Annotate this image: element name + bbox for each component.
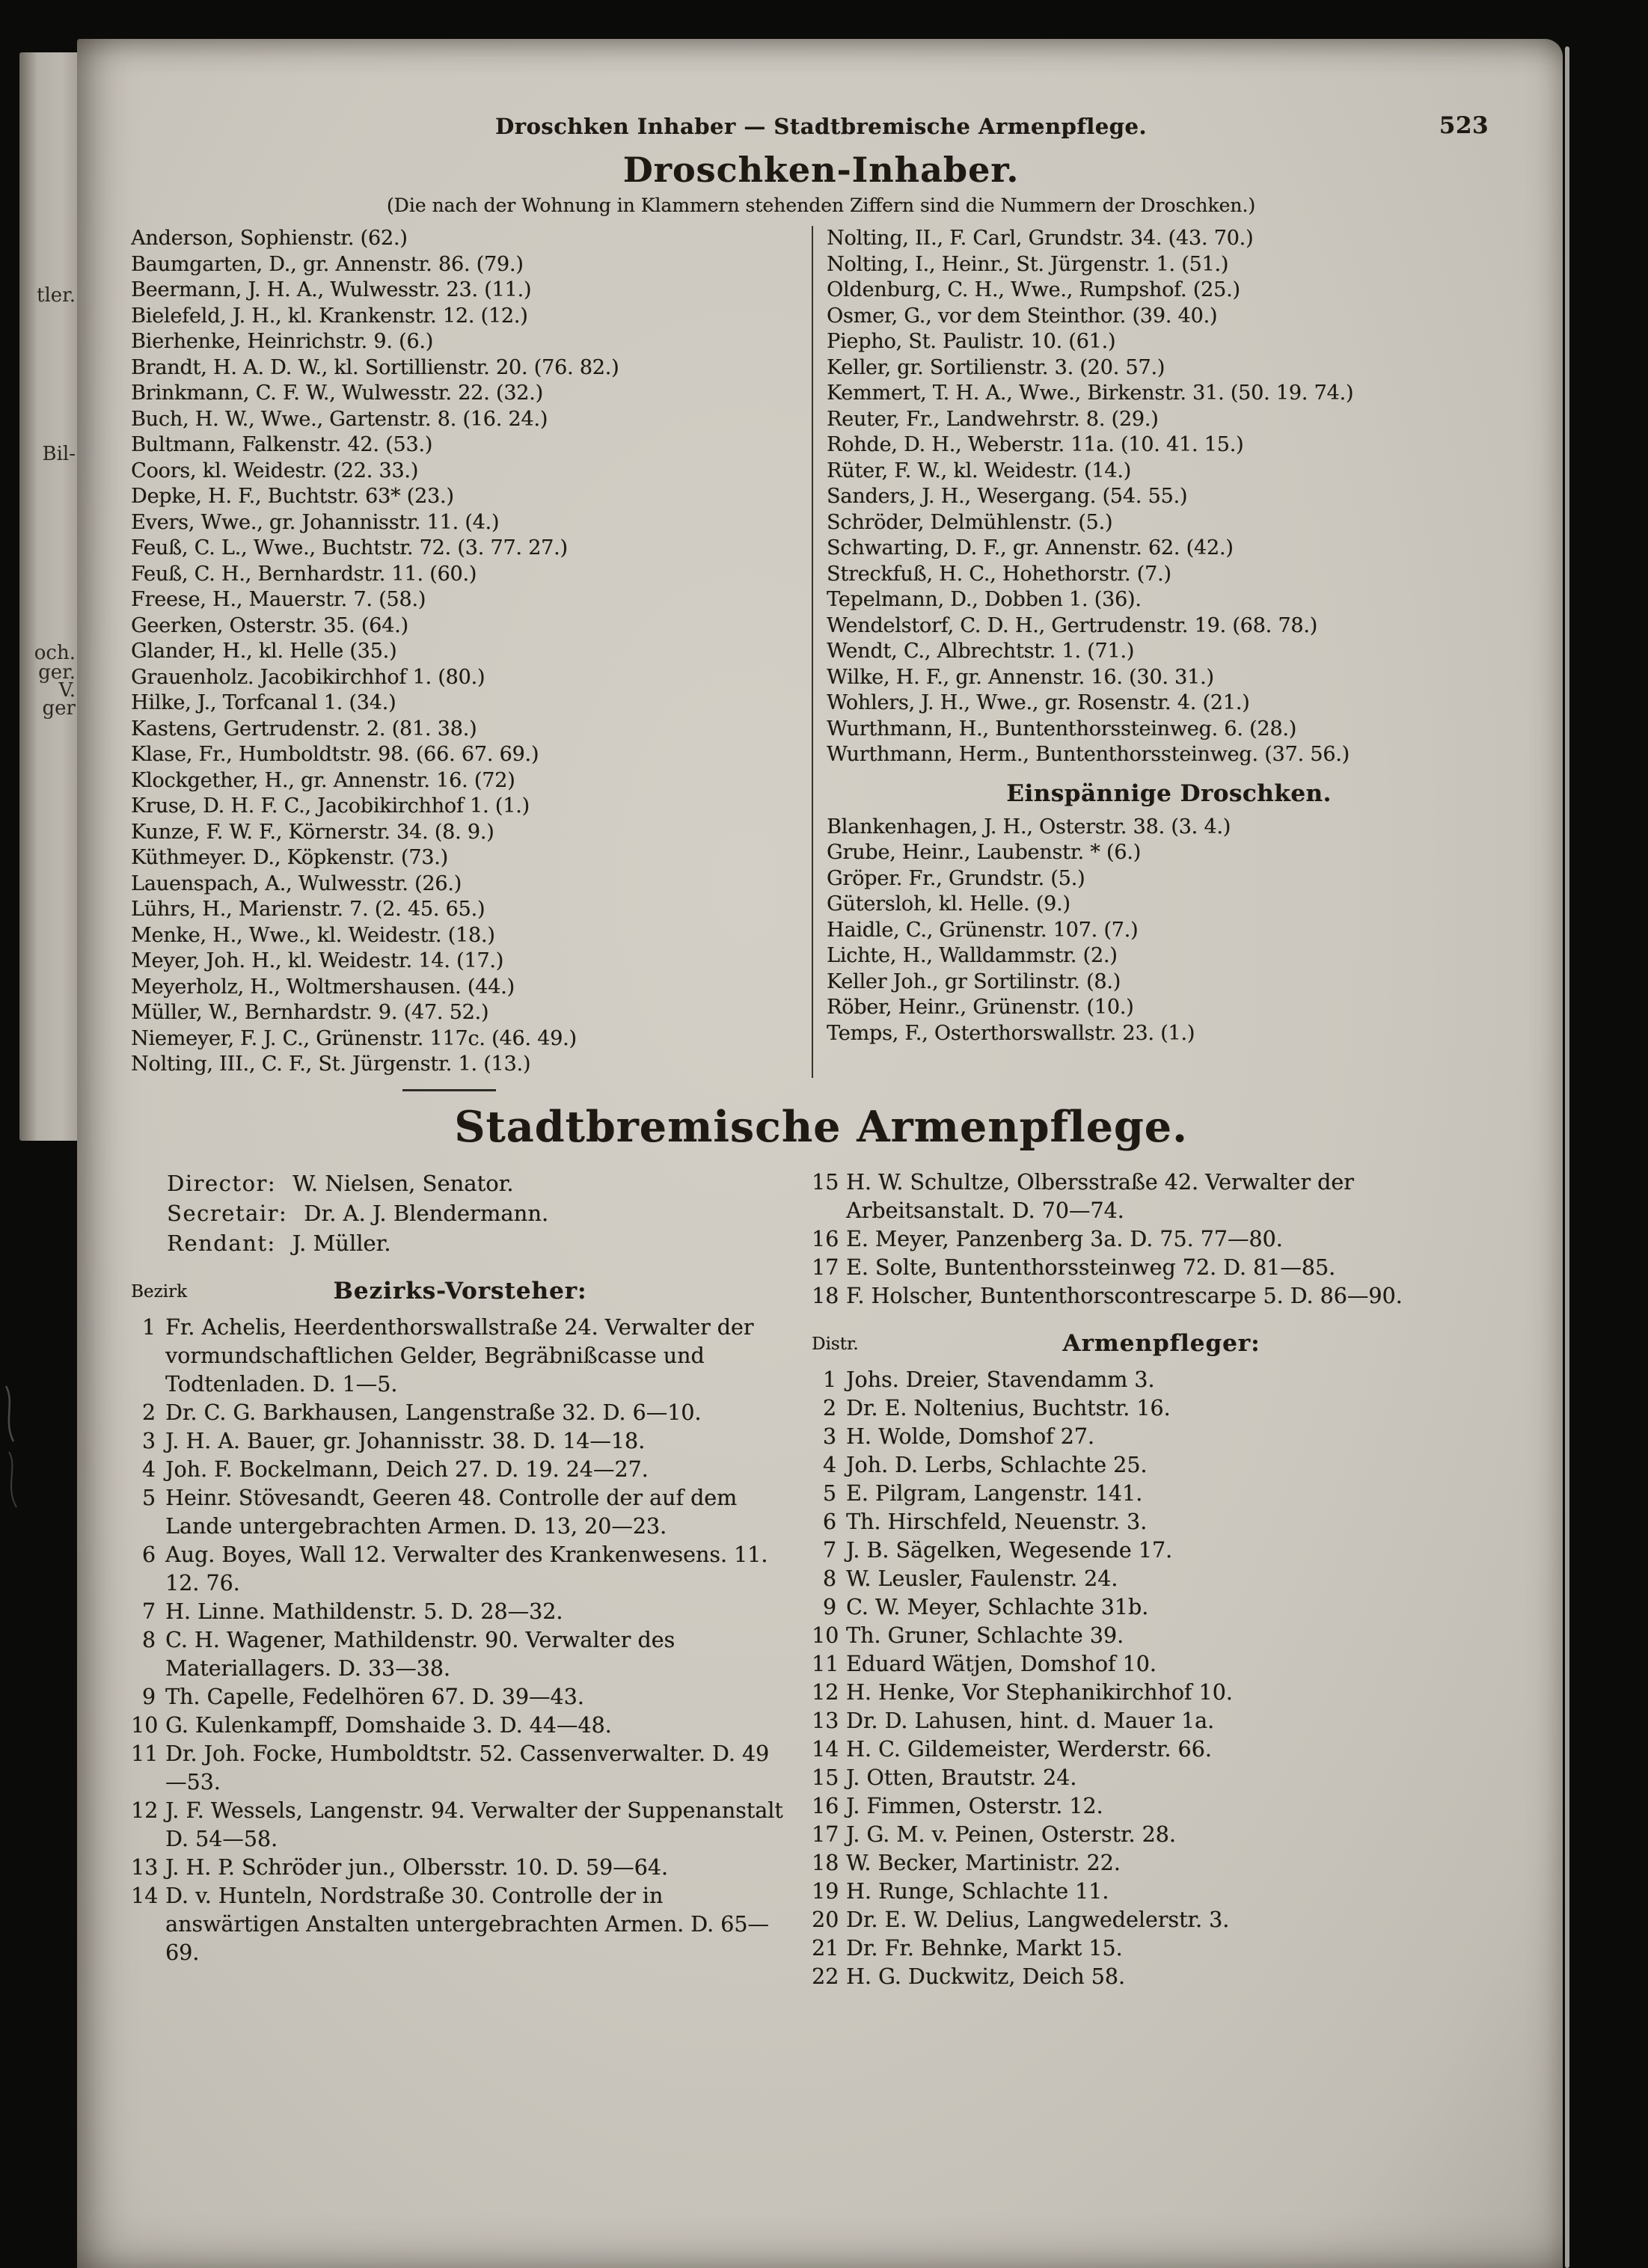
einspaennige-subsection-title: Einspännige Droschken.: [1006, 779, 1332, 807]
directory-entry: Klockgether, H., gr. Annenstr. 16. (72): [131, 768, 515, 792]
directory-entry: Niemeyer, F. J. C., Grünenstr. 117c. (46. 49.): [131, 1026, 577, 1050]
entry-number: 7: [141, 1599, 156, 1624]
distr-column-label: Distr.: [812, 1334, 859, 1354]
section-divider-rule: [402, 1089, 496, 1091]
entry-number: 12: [812, 1680, 839, 1705]
directory-entry: Piepho, St. Paulistr. 10. (61.): [827, 330, 1116, 353]
directory-entry: Evers, Wwe., gr. Johannisstr. 11. (4.): [131, 510, 500, 534]
two-column-directory: [131, 226, 1511, 1078]
entry-number: 3: [822, 1424, 836, 1449]
numbered-entry: [812, 1593, 1511, 1622]
entry-text: J. Otten, Brautstr. 24.: [846, 1765, 1077, 1790]
entry-number: 7: [822, 1538, 836, 1563]
entry-number: 8: [141, 1628, 156, 1652]
entry-number: 17: [812, 1255, 839, 1280]
entry-number: 22: [812, 1964, 839, 1989]
directory-entry: Lauenspach, A., Wulwesstr. (26.): [131, 871, 462, 895]
numbered-entry: [131, 1598, 789, 1626]
numbered-entry: [812, 1849, 1511, 1878]
directory-entry: Grube, Heinr., Laubenstr. * (6.): [827, 841, 1141, 864]
entry-number: 1: [141, 1315, 156, 1340]
numbered-entry: [131, 1797, 789, 1854]
directory-entry: Klase, Fr., Humboldtstr. 98. (66. 67. 69.): [131, 743, 539, 766]
numbered-entry: [131, 1626, 789, 1683]
entry-number: 15: [812, 1170, 839, 1195]
entry-text: Aug. Boyes, Wall 12. Verwalter des Krankenwesens. 11. 12. 76.: [165, 1542, 768, 1596]
numbered-entry: [812, 1878, 1511, 1906]
directory-entry: Kemmert, T. H. A., Wwe., Birkenstr. 31. (50. 19. 74.): [827, 381, 1354, 405]
numbered-entry: [131, 1854, 789, 1882]
directory-entry: Rohde, D. H., Weberstr. 11a. (10. 41. 15.): [827, 433, 1244, 456]
entry-text: J. H. P. Schröder jun., Olbersstr. 10. D. 59—64.: [165, 1855, 668, 1880]
directory-entry: Wurthmann, Herm., Buntenthorssteinweg. (37. 56.): [827, 743, 1350, 766]
directory-entry: Kruse, D. H. F. C., Jacobikirchhof 1. (1.): [131, 794, 530, 818]
directory-entry: Wurthmann, H., Buntenthorssteinweg. 6. (28.): [827, 717, 1297, 741]
vorsteher-list-part2: [812, 1168, 1511, 1311]
armenpflege-right-column: [812, 1168, 1511, 1991]
entry-text: H. Linne. Mathildenstr. 5. D. 28—32.: [165, 1599, 563, 1624]
armenpflege-columns: [131, 1168, 1511, 1991]
numbered-entry: [131, 1683, 789, 1711]
directory-entry: Coors, kl. Weidestr. (22. 33.): [131, 459, 419, 482]
entry-number: 8: [822, 1566, 836, 1591]
entry-number: 12: [131, 1798, 159, 1823]
directory-entry: Wilke, H. F., gr. Annenstr. 16. (30. 31.): [827, 665, 1214, 689]
directory-entry: Kastens, Gertrudenstr. 2. (81. 38.): [131, 717, 477, 741]
droschken-right-column: [812, 226, 1511, 1078]
entry-text: H. C. Gildemeister, Werderstr. 66.: [846, 1737, 1212, 1762]
numbered-entry: [812, 1764, 1511, 1792]
entry-number: 15: [812, 1765, 839, 1790]
directory-entry: Röber, Heinr., Grünenstr. (10.): [827, 996, 1134, 1019]
directory-entry: Bierhenke, Heinrichstr. 9. (6.): [131, 330, 434, 353]
directory-entry: Blankenhagen, J. H., Osterstr. 38. (3. 4.): [827, 815, 1231, 839]
official-role: Secretair:: [167, 1201, 288, 1226]
entry-text: G. Kulenkampff, Domshaide 3. D. 44—48.: [165, 1713, 612, 1738]
official-role: Rendant:: [167, 1230, 276, 1256]
entry-text: W. Becker, Martinistr. 22.: [846, 1851, 1121, 1875]
directory-entry: Baumgarten, D., gr. Annenstr. 86. (79.): [131, 252, 524, 276]
entry-number: 14: [131, 1884, 159, 1908]
entry-text: C. W. Meyer, Schlachte 31b.: [846, 1595, 1149, 1619]
neighbor-page-edge: [19, 52, 79, 1141]
entry-number: 21: [812, 1936, 839, 1961]
directory-entry: Schwarting, D. F., gr. Annenstr. 62. (42.): [827, 536, 1234, 560]
entry-number: 2: [141, 1400, 156, 1425]
directory-entry: Müller, W., Bernhardstr. 9. (47. 52.): [131, 1001, 489, 1024]
entry-number: 13: [131, 1855, 159, 1880]
numbered-entry: [131, 1740, 789, 1797]
directory-entry: Nolting, II., F. Carl, Grundstr. 34. (43. 70.): [827, 227, 1254, 250]
section-droschken-inhaber: [131, 151, 1511, 1078]
directory-entry: Schröder, Delmühlenstr. (5.): [827, 510, 1113, 534]
entry-text: Eduard Wätjen, Domshof 10.: [846, 1652, 1157, 1676]
entry-number: 9: [141, 1685, 156, 1709]
entry-number: 5: [141, 1486, 156, 1510]
droschken-list-left: [131, 226, 812, 1078]
numbered-entry: [812, 1508, 1511, 1536]
margin-fragment: och.: [34, 642, 76, 664]
margin-fragment: Bil-: [42, 443, 76, 465]
entry-text: D. v. Hunteln, Nordstraße 30. Controlle der in answärtigen Anstalten untergebrachten Armen. D. 65—69.: [165, 1884, 769, 1965]
droschken-section-subtitle: (Die nach der Wohnung in Klammern stehenden Ziffern sind die Nummern der Droschken.): [386, 194, 1256, 216]
numbered-entry: [812, 1707, 1511, 1735]
entry-text: Dr. Fr. Behnke, Markt 15.: [846, 1936, 1123, 1961]
entry-text: H. Henke, Vor Stephanikirchhof 10.: [846, 1680, 1233, 1705]
entry-text: J. B. Sägelken, Wegesende 17.: [846, 1538, 1173, 1563]
entry-text: H. W. Schultze, Olbersstraße 42. Verwalter der Arbeitsanstalt. D. 70—74.: [846, 1170, 1354, 1223]
numbered-entry: [812, 1622, 1511, 1650]
official-name: J. Müller.: [292, 1230, 391, 1256]
directory-entry: Bultmann, Falkenstr. 42. (53.): [131, 433, 433, 456]
margin-fragment: ger: [42, 697, 76, 720]
pfleger-list: [812, 1366, 1511, 1991]
directory-entry: Rüter, F. W., kl. Weidestr. (14.): [827, 459, 1131, 482]
entry-text: Th. Gruner, Schlachte 39.: [846, 1623, 1124, 1648]
directory-entry: Gütersloh, kl. Helle. (9.): [827, 892, 1070, 916]
directory-entry: Brinkmann, C. F. W., Wulwesstr. 22. (32.): [131, 381, 543, 405]
numbered-entry: [131, 1456, 789, 1484]
page-number: 523: [1439, 112, 1489, 139]
numbered-entry: [812, 1394, 1511, 1423]
book-page: [77, 39, 1563, 2268]
entry-number: 20: [812, 1907, 839, 1932]
numbered-entry: [812, 1536, 1511, 1565]
entry-text: E. Pilgram, Langenstr. 141.: [846, 1481, 1143, 1506]
numbered-entry: [812, 1650, 1511, 1679]
pfleger-heading: Armenpfleger:: [1062, 1330, 1260, 1357]
handwriting-marks: [0, 1380, 31, 1515]
directory-entry: Oldenburg, C. H., Wwe., Rumpshof. (25.): [827, 278, 1240, 301]
entry-text: J. Fimmen, Osterstr. 12.: [846, 1794, 1103, 1818]
armenpflege-section-title: Stadtbremische Armenpflege.: [454, 1102, 1188, 1152]
entry-number: 10: [812, 1623, 839, 1648]
entry-text: H. Wolde, Domshof 27.: [846, 1424, 1094, 1449]
entry-text: Heinr. Stövesandt, Geeren 48. Controlle der auf dem Lande untergebrachten Armen. D. 13, 20—23.: [165, 1486, 738, 1539]
directory-entry: Haidle, C., Grünenstr. 107. (7.): [827, 918, 1139, 942]
running-header-text: Droschken Inhaber — Stadtbremische Armenpflege.: [495, 114, 1147, 139]
entry-number: 3: [141, 1429, 156, 1453]
entry-text: Th. Hirschfeld, Neuenstr. 3.: [846, 1510, 1148, 1534]
entry-number: 17: [812, 1822, 839, 1847]
numbered-entry: [131, 1541, 789, 1598]
armenpflege-left-column: [131, 1168, 789, 1991]
numbered-entry: [812, 1934, 1511, 1963]
directory-entry: Reuter, Fr., Landwehrstr. 8. (29.): [827, 407, 1159, 431]
entry-text: J. H. A. Bauer, gr. Johannisstr. 38. D. 14—18.: [165, 1429, 646, 1453]
official-row: [167, 1228, 789, 1258]
numbered-entry: [812, 1480, 1511, 1508]
directory-entry: Lichte, H., Walldammstr. (2.): [827, 944, 1118, 967]
directory-entry: Freese, H., Mauerstr. 7. (58.): [131, 588, 426, 611]
directory-entry: Nolting, I., Heinr., St. Jürgenstr. 1. (51.): [827, 252, 1229, 276]
entry-number: 14: [812, 1737, 839, 1762]
directory-entry: Wendelstorf, C. D. H., Gertrudenstr. 19. (68. 78.): [827, 613, 1317, 637]
numbered-entry: [812, 1451, 1511, 1480]
entry-text: Joh. F. Bockelmann, Deich 27. D. 19. 24—27.: [165, 1457, 649, 1482]
droschken-list-right: [827, 226, 1511, 768]
entry-text: W. Leusler, Faulenstr. 24.: [846, 1566, 1118, 1591]
official-name: Dr. A. J. Blendermann.: [304, 1201, 549, 1226]
directory-entry: Gröper. Fr., Grundstr. (5.): [827, 866, 1085, 890]
entry-text: J. F. Wessels, Langenstr. 94. Verwalter der Suppenanstalt D. 54—58.: [165, 1798, 783, 1851]
pfleger-heading-row: [812, 1330, 1511, 1357]
numbered-entry: [812, 1225, 1511, 1254]
directory-entry: Wendt, C., Albrechtstr. 1. (71.): [827, 640, 1135, 663]
directory-entry: Meyerholz, H., Woltmershausen. (44.): [131, 975, 515, 999]
numbered-entry: [812, 1423, 1511, 1451]
entry-text: Joh. D. Lerbs, Schlachte 25.: [846, 1453, 1148, 1477]
directory-entry: Osmer, G., vor dem Steinthor. (39. 40.): [827, 304, 1218, 328]
entry-number: 1: [822, 1367, 836, 1392]
official-row: [167, 1198, 789, 1228]
droschken-section-title: Droschken-Inhaber.: [622, 150, 1020, 190]
directory-entry: Streckfuß, H. C., Hohethorstr. (7.): [827, 562, 1171, 586]
directory-entry: Buch, H. W., Wwe., Gartenstr. 8. (16. 24.): [131, 407, 548, 431]
entry-text: Johs. Dreier, Stavendamm 3.: [846, 1367, 1155, 1392]
entry-number: 2: [822, 1396, 836, 1420]
entry-text: Dr. E. W. Delius, Langwedelerstr. 3.: [846, 1907, 1230, 1932]
directory-entry: Grauenholz. Jacobikirchhof 1. (80.): [131, 665, 485, 689]
entry-text: E. Solte, Buntenthorssteinweg 72. D. 81—85.: [846, 1255, 1336, 1280]
official-row: [167, 1168, 789, 1198]
entry-text: J. G. M. v. Peinen, Osterstr. 28.: [846, 1822, 1176, 1847]
running-header: [131, 114, 1511, 139]
numbered-entry: [131, 1314, 789, 1399]
entry-number: 4: [822, 1453, 836, 1477]
entry-text: Dr. E. Noltenius, Buchtstr. 16.: [846, 1396, 1171, 1420]
numbered-entry: [812, 1565, 1511, 1593]
directory-entry: Geerken, Osterstr. 35. (64.): [131, 613, 408, 637]
numbered-entry: [131, 1427, 789, 1456]
entry-number: 9: [822, 1595, 836, 1619]
directory-entry: Kunze, F. W. F., Körnerstr. 34. (8. 9.): [131, 820, 494, 844]
numbered-entry: [812, 1254, 1511, 1282]
directory-entry: Wohlers, J. H., Wwe., gr. Rosenstr. 4. (21.): [827, 691, 1250, 714]
entry-text: Dr. Joh. Focke, Humboldtstr. 52. Cassenverwalter. D. 49—53.: [165, 1741, 770, 1795]
entry-text: Dr. D. Lahusen, hint. d. Mauer 1a.: [846, 1708, 1215, 1733]
entry-text: H. Runge, Schlachte 11.: [846, 1879, 1109, 1904]
directory-entry: Lührs, H., Marienstr. 7. (2. 45. 65.): [131, 898, 485, 921]
vorsteher-list-part1: [131, 1314, 789, 1967]
numbered-entry: [131, 1711, 789, 1740]
directory-entry: Brandt, H. A. D. W., kl. Sortillienstr. 20. (76. 82.): [131, 355, 619, 379]
entry-number: 18: [812, 1851, 839, 1875]
numbered-entry: [812, 1366, 1511, 1394]
directory-entry: Tepelmann, D., Dobben 1. (36).: [827, 588, 1142, 611]
directory-entry: Beermann, J. H. A., Wulwesstr. 23. (11.): [131, 278, 532, 301]
entry-text: E. Meyer, Panzenberg 3a. D. 75. 77—80.: [846, 1227, 1283, 1251]
numbered-entry: [812, 1821, 1511, 1849]
directory-entry: Bielefeld, J. H., kl. Krankenstr. 12. (12.): [131, 304, 528, 328]
entry-number: 13: [812, 1708, 839, 1733]
entry-number: 18: [812, 1284, 839, 1308]
page-edge-highlight: [1565, 46, 1569, 2268]
bezirk-column-label: Bezirk: [131, 1282, 187, 1302]
directory-entry: Temps, F., Osterthorswallstr. 23. (1.): [827, 1021, 1195, 1045]
entry-text: C. H. Wagener, Mathildenstr. 90. Verwalter des Materiallagers. D. 33—38.: [165, 1628, 676, 1681]
entry-number: 4: [141, 1457, 156, 1482]
numbered-entry: [131, 1484, 789, 1541]
section-armenpflege: [131, 1104, 1511, 1991]
entry-text: Dr. C. G. Barkhausen, Langenstraße 32. D. 6—10.: [165, 1400, 702, 1425]
numbered-entry: [131, 1399, 789, 1427]
directory-entry: Menke, H., Wwe., kl. Weidestr. (18.): [131, 923, 495, 947]
directory-entry: Glander, H., kl. Helle (35.): [131, 640, 397, 663]
numbered-entry: [812, 1679, 1511, 1707]
entry-number: 6: [141, 1542, 156, 1567]
directory-entry: Feuß, C. L., Wwe., Buchtstr. 72. (3. 77. 27.): [131, 536, 568, 560]
entry-text: H. G. Duckwitz, Deich 58.: [846, 1964, 1125, 1989]
directory-entry: Anderson, Sophienstr. (62.): [131, 227, 408, 250]
directory-entry: Küthmeyer. D., Köpkenstr. (73.): [131, 846, 448, 869]
margin-fragment: V.: [58, 679, 76, 702]
directory-entry: Depke, H. F., Buchtstr. 63* (23.): [131, 485, 454, 508]
entry-number: 10: [131, 1713, 159, 1738]
entry-number: 11: [812, 1652, 839, 1676]
directory-entry: Sanders, J. H., Wesergang. (54. 55.): [827, 485, 1188, 508]
directory-entry: Feuß, C. H., Bernhardstr. 11. (60.): [131, 562, 477, 586]
vorsteher-heading-row: [131, 1278, 789, 1305]
entry-number: 16: [812, 1227, 839, 1251]
directory-entry: Keller, gr. Sortilienstr. 3. (20. 57.): [827, 355, 1165, 379]
numbered-entry: [812, 1792, 1511, 1821]
entry-text: Th. Capelle, Fedelhören 67. D. 39—43.: [165, 1685, 584, 1709]
numbered-entry: [812, 1282, 1511, 1311]
margin-fragment: ger.: [38, 661, 76, 684]
margin-fragment: tler.: [37, 284, 76, 307]
entry-text: F. Holscher, Buntenthorscontrescarpe 5. D. 86—90.: [846, 1284, 1403, 1308]
official-role: Director:: [167, 1171, 277, 1196]
directory-entry: Keller Joh., gr Sortilinstr. (8.): [827, 969, 1121, 993]
entry-text: Fr. Achelis, Heerdenthorswallstraße 24. Verwalter der vormundschaftlichen Gelder, Begräbnißcasse und Todtenladen. D. 1—5.: [165, 1315, 754, 1397]
numbered-entry: [812, 1168, 1511, 1225]
einspaennige-list: [827, 815, 1511, 1047]
directory-entry: Meyer, Joh. H., kl. Weidestr. 14. (17.): [131, 949, 504, 972]
officials-list: [167, 1168, 789, 1258]
entry-number: 6: [822, 1510, 836, 1534]
numbered-entry: [131, 1882, 789, 1967]
numbered-entry: [812, 1906, 1511, 1934]
entry-number: 11: [131, 1741, 159, 1766]
directory-entry: Hilke, J., Torfcanal 1. (34.): [131, 691, 396, 714]
directory-entry: Nolting, III., C. F., St. Jürgenstr. 1. (13.): [131, 1052, 531, 1076]
official-name: W. Nielsen, Senator.: [292, 1171, 514, 1196]
vorsteher-heading: Bezirks-Vorsteher:: [333, 1278, 587, 1305]
numbered-entry: [812, 1735, 1511, 1764]
numbered-entry: [812, 1963, 1511, 1991]
entry-number: 19: [812, 1879, 839, 1904]
entry-number: 16: [812, 1794, 839, 1818]
entry-number: 5: [822, 1481, 836, 1506]
